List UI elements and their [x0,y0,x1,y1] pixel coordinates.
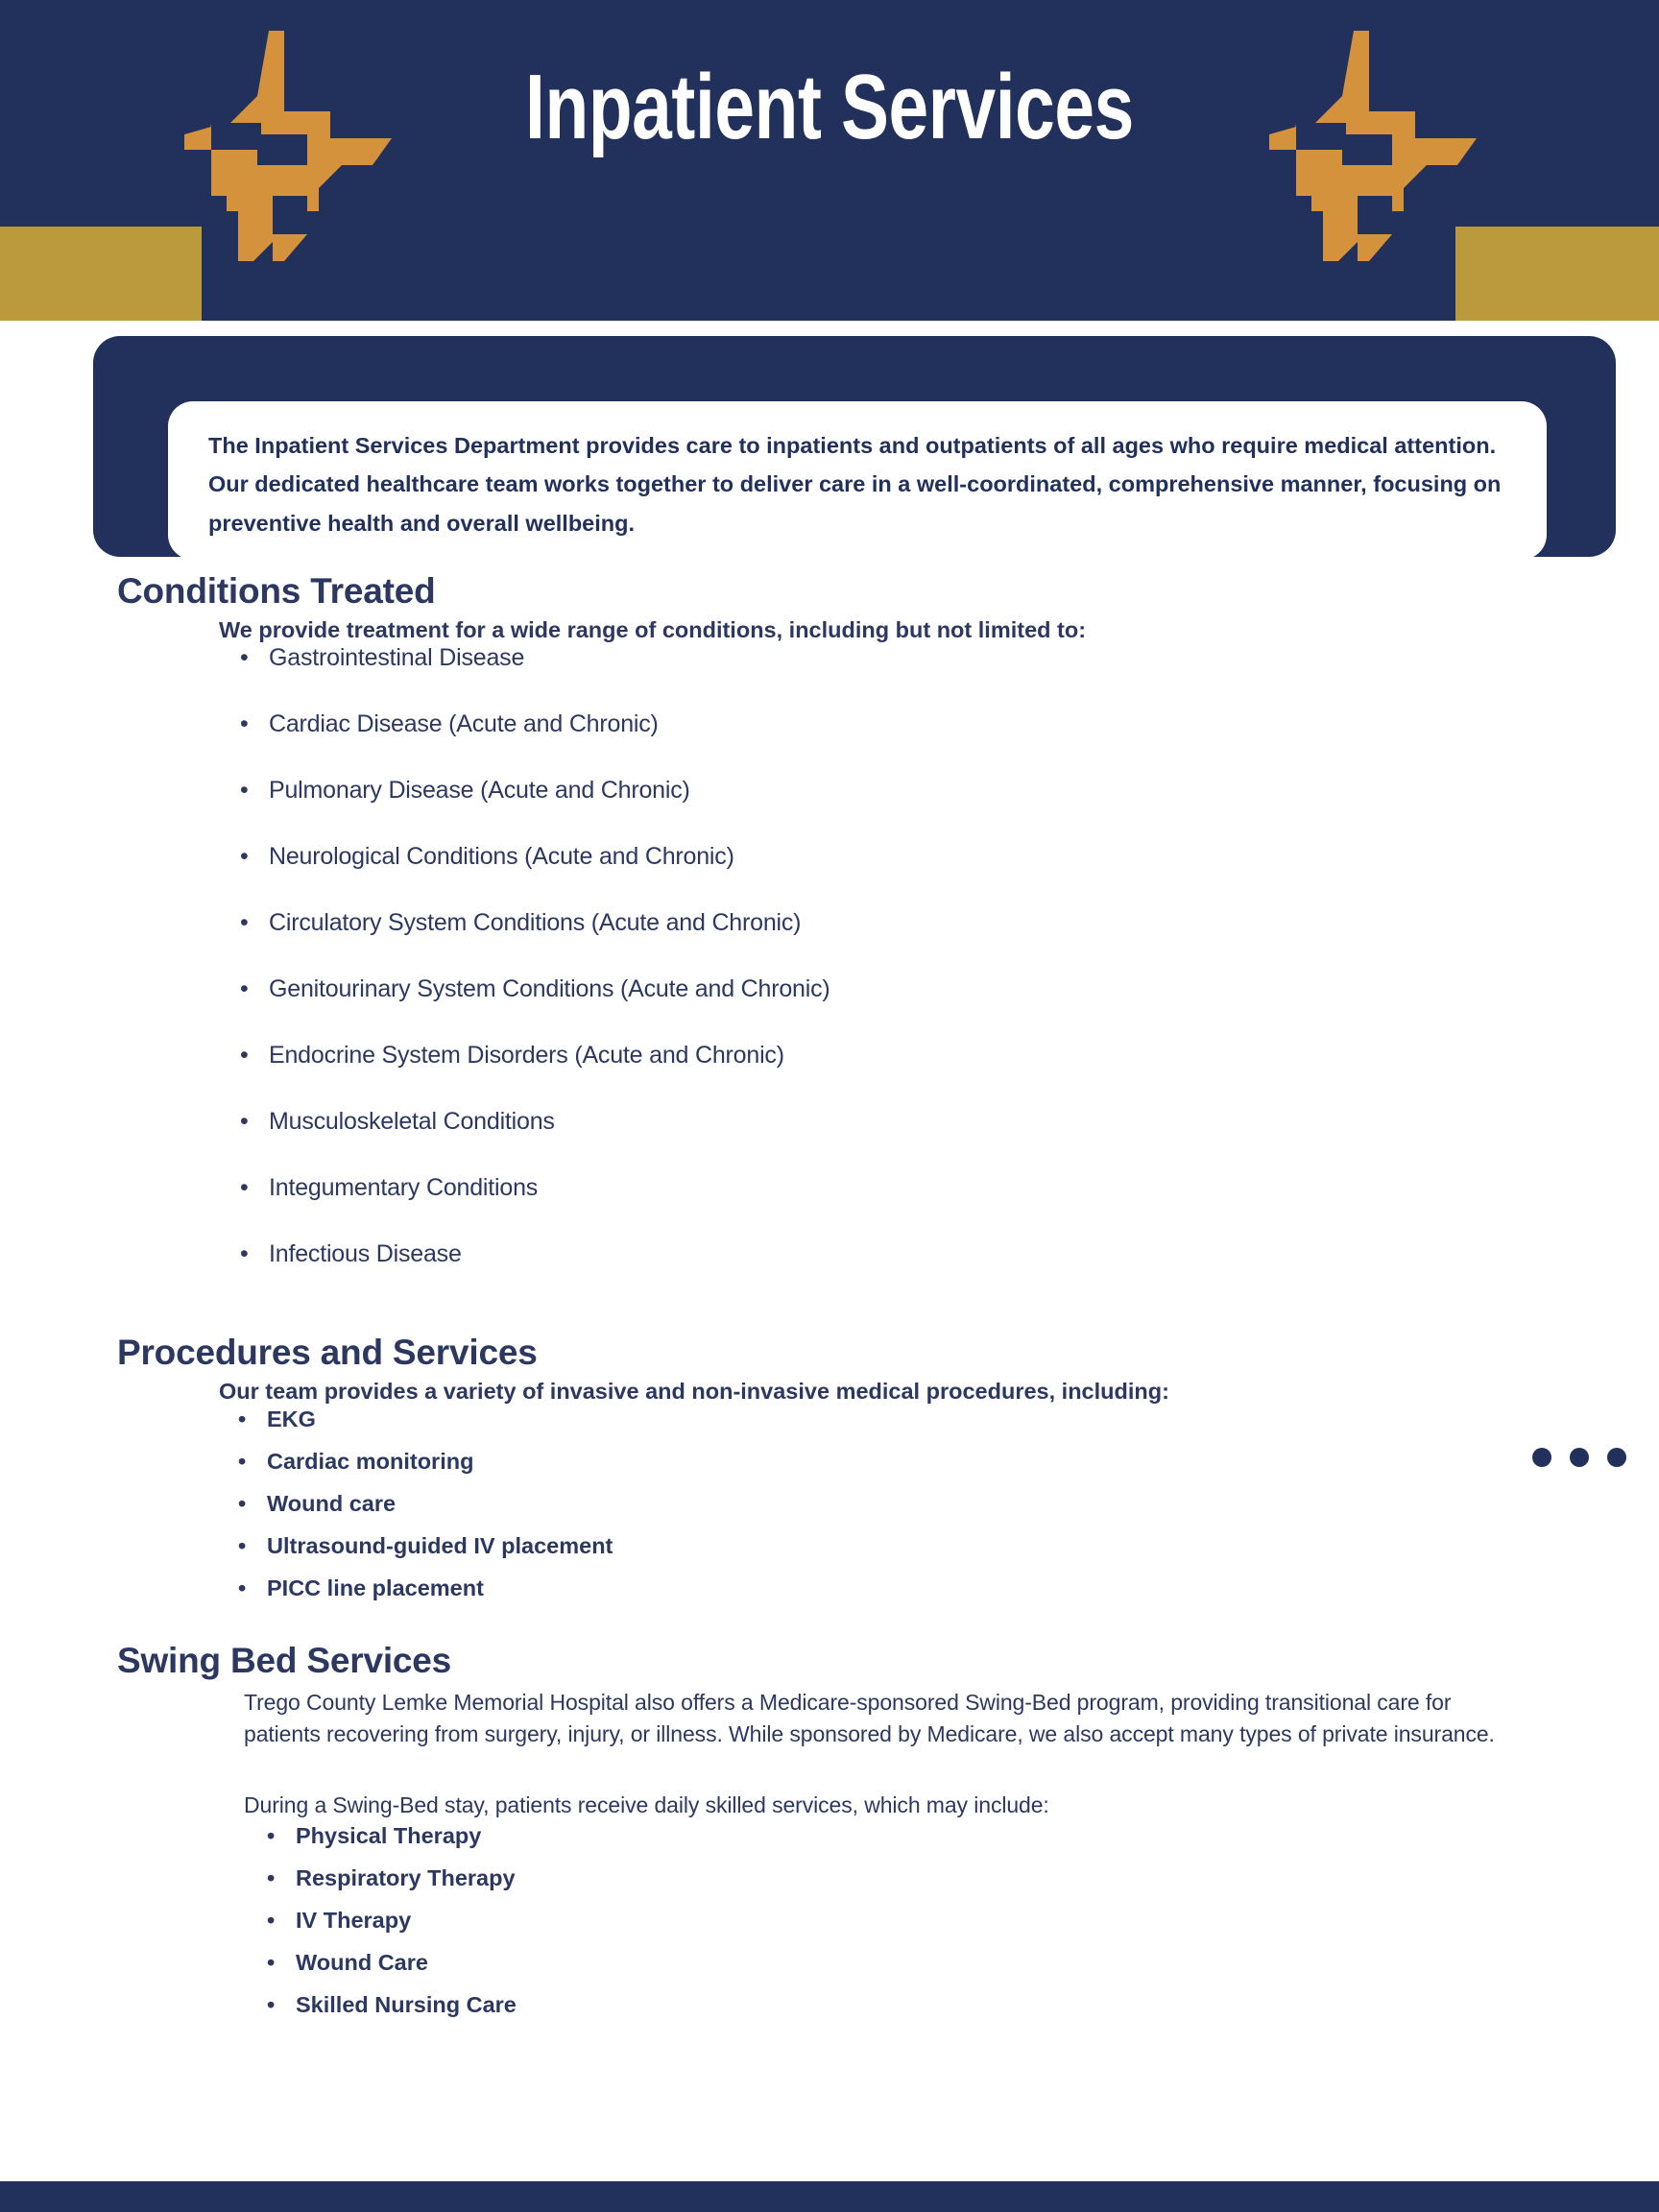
section-heading-conditions: Conditions Treated [117,571,436,611]
gold-accent-block-right [1455,227,1659,321]
page-header [0,0,1659,321]
list-item: • PICC line placement [238,1574,1659,1603]
list-item: • Gastrointestinal Disease [240,643,1659,672]
page-title: Inpatient Services [525,56,1134,158]
list-item: • Integumentary Conditions [240,1173,1659,1202]
intro-card [168,401,1547,560]
procedures-list [0,1405,1659,1603]
decorative-dots [1532,1448,1626,1467]
dot-icon [1570,1448,1589,1467]
list-item: • Musculoskeletal Conditions [240,1107,1659,1136]
section-spacer [0,1306,1659,1333]
list-item: • Respiratory Therapy [267,1863,1659,1893]
list-item: • Wound Care [267,1948,1659,1978]
swing-bed-paragraph-1: Trego County Lemke Memorial Hospital also offers a Medicare-sponsored Swing-Bed program, providing transitional care for patients recovering from surgery, injury, or illness. While sponsored by Medicare, we also accept many types of private insurance. [244,1690,1495,1746]
list-item: • Genitourinary System Conditions (Acute and Chronic) [240,974,1659,1003]
list-item: • Cardiac Disease (Acute and Chronic) [240,709,1659,738]
footer-bar [0,2181,1659,2212]
list-item: • EKG [238,1405,1659,1434]
swing-bed-paragraph-2: During a Swing-Bed stay, patients receive daily skilled services, which may include: [244,1792,1049,1818]
section-heading-swing-bed: Swing Bed Services [117,1641,452,1681]
list-item: • Skilled Nursing Care [267,1990,1659,2020]
intro-paragraph: The Inpatient Services Department provides care to inpatients and outpatients of all ages who require medical attention. Our dedicated healthcare team works together to deliver care in a well-coordinated, comprehensive manner, focusing on preventive health and overall wellbeing. [208,433,1502,536]
section-lead-procedures: Our team provides a variety of invasive and non-invasive medical procedures, including: [219,1379,1169,1404]
dot-icon [1532,1448,1551,1467]
main-content [0,571,1659,2032]
list-item: • IV Therapy [267,1906,1659,1936]
list-item: • Cardiac monitoring [238,1447,1659,1477]
list-item: • Wound care [238,1489,1659,1519]
list-item: • Endocrine System Disorders (Acute and Chronic) [240,1041,1659,1070]
list-item: • Ultrasound-guided IV placement [238,1531,1659,1561]
list-item: • Pulmonary Disease (Acute and Chronic) [240,776,1659,805]
section-lead-conditions: We provide treatment for a wide range of conditions, including but not limited to: [219,617,1087,642]
conditions-list [0,643,1659,1268]
swing-bed-list [0,1821,1659,2020]
dot-icon [1607,1448,1626,1467]
section-spacer [0,1616,1659,1641]
section-heading-procedures: Procedures and Services [117,1333,538,1372]
list-item: • Circulatory System Conditions (Acute and Chronic) [240,908,1659,937]
list-item: • Physical Therapy [267,1821,1659,1851]
list-item: • Neurological Conditions (Acute and Chronic) [240,842,1659,871]
list-item: • Infectious Disease [240,1239,1659,1268]
